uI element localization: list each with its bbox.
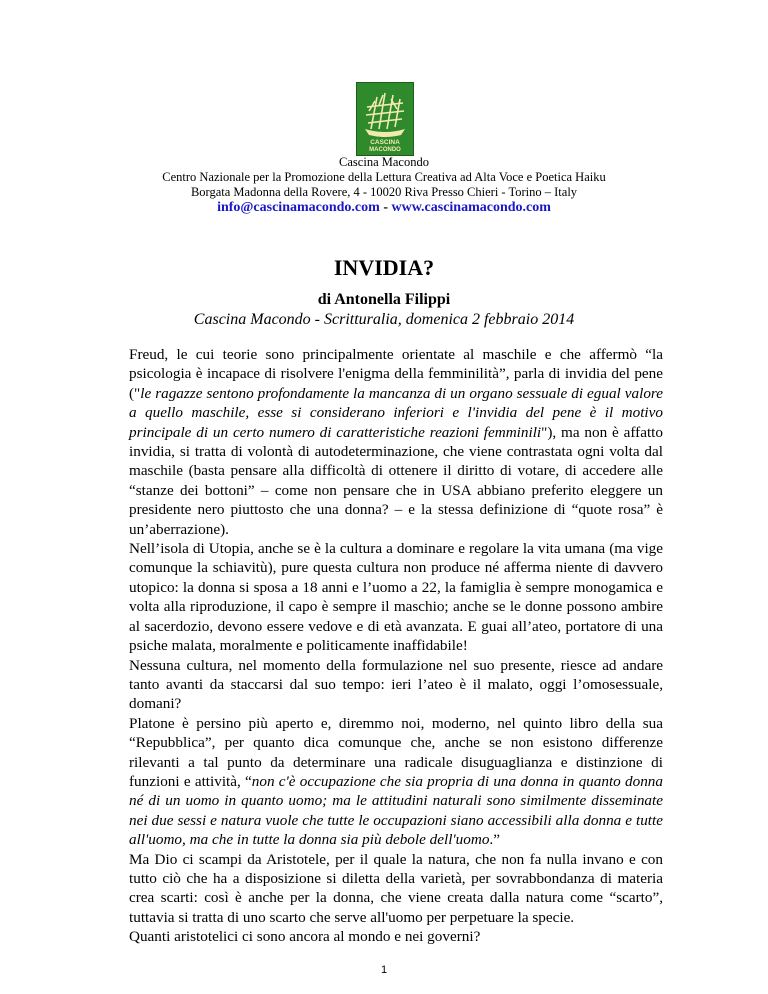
text-run: Freud, le cui teorie sono principalmente orientate al maschile e che affermò “la psicologia è incapace di risolvere l'enigma della femminilità”, parla di invidia del pene ("	[129, 346, 663, 402]
page-number: 1	[380, 964, 388, 976]
org-name: Cascina Macondo	[339, 155, 429, 169]
paragraph: Quanti aristotelici ci sono ancora al mondo e nei governi?	[129, 928, 481, 946]
text-run: .”	[489, 831, 500, 849]
paragraph: Nessuna cultura, nel momento della formulazione nel suo presente, riesce ad andare tanto avanti da staccarsi dal suo tempo: ieri l’ateo è il malato, oggi l’omosessuale, domani?	[129, 656, 663, 713]
contact-links	[0, 199, 768, 217]
freud-quote: le ragazze sentono profondamente la mancanza di un organo sessuale di egual valore a quello maschile, esse si considerano inferiori e l'invidia del pene è il motivo principale di un certo numero di caratteristiche reazioni femminili	[129, 384, 663, 441]
email-link[interactable]: info@cascinamacondo.com	[217, 200, 380, 215]
org-address: Borgata Madonna della Rovere, 4 - 10020 Riva Presso Chieri - Torino – Italy	[190, 185, 578, 199]
article-title: INVIDIA?	[333, 255, 435, 280]
article-subtitle: Cascina Macondo - Scritturalia, domenica 2 febbraio 2014	[193, 311, 575, 328]
link-separator: -	[379, 200, 392, 215]
svg-text:CASCINA: CASCINA	[370, 139, 400, 146]
paragraph: Ma Dio ci scampi da Aristotele, per il quale la natura, che non fa nulla invano e con tutto ciò che ha a disposizione si diletta della varietà, per sovrabbondanza di materia crea scarti: così è anche per la donna, che viene creata dalla natura come “scarto”, tuttavia si tratta di uno scarto che serve all'uomo per perpetuare la specie.	[129, 850, 663, 926]
website-link[interactable]: www.cascinamacondo.com	[391, 200, 551, 215]
paragraph	[129, 714, 663, 850]
article-author: di Antonella Filippi	[317, 291, 451, 308]
article-body	[129, 345, 663, 947]
text-run: "), ma non è affatto invidia, si tratta di volontà di autodeterminazione, che viene contrastata ogni volta dal maschile (basta pensare alla difficoltà di ottenere il diritto di votare, di accedere alle “stanze dei bottoni” – come non pensare che in USA abbiano preferito eleggere un presidente nero piuttosto che una donna? – e la stessa definizione di “quote rosa” è un’aberrazione).	[129, 423, 663, 538]
text-run: Platone è persino più aperto e, diremmo noi, moderno, nel quinto libro della sua “Repubblica”, per quanto dica comunque che, anche se non esistono differenze rilevanti a tal punto da determinare una radicale disuguaglianza e distinzione di funzioni e attività, “	[129, 714, 663, 790]
plato-quote: non c'è occupazione che sia propria di una donna in quanto donna né di un uomo in quanto uomo; ma le attitudini naturali sono similmente disseminate nei due sessi e natura vuole che tutte le occupazioni siano accessibili alla donna e tutte all'uomo, ma che in tutte la donna sia più debole dell'uomo	[129, 772, 663, 849]
org-description: Centro Nazionale per la Promozione della Lettura Creativa ad Alta Voce e Poetica Haiku	[162, 170, 606, 184]
paragraph: Nell’isola di Utopia, anche se è la cultura a dominare e regolare la vita umana (ma vige comunque la schiavitù), pure questa cultura non produce né afferma niente di davvero utopico: la donna si sposa a 18 anni e l’uomo a 22, la famiglia è sempre monogamica e volta alla riproduzione, il capo è sempre il maschio; anche se le donne possono ambire al sacerdozio, devono essere vedove e di età avanzata. E guai all’ateo, portatore di una psiche malata, moralmente e politicamente inaffidabile!	[129, 540, 663, 655]
logo-drawing	[357, 83, 413, 155]
paragraph	[129, 345, 663, 539]
cascina-macondo-logo	[356, 82, 414, 156]
svg-text:MACONDO: MACONDO	[369, 147, 401, 153]
